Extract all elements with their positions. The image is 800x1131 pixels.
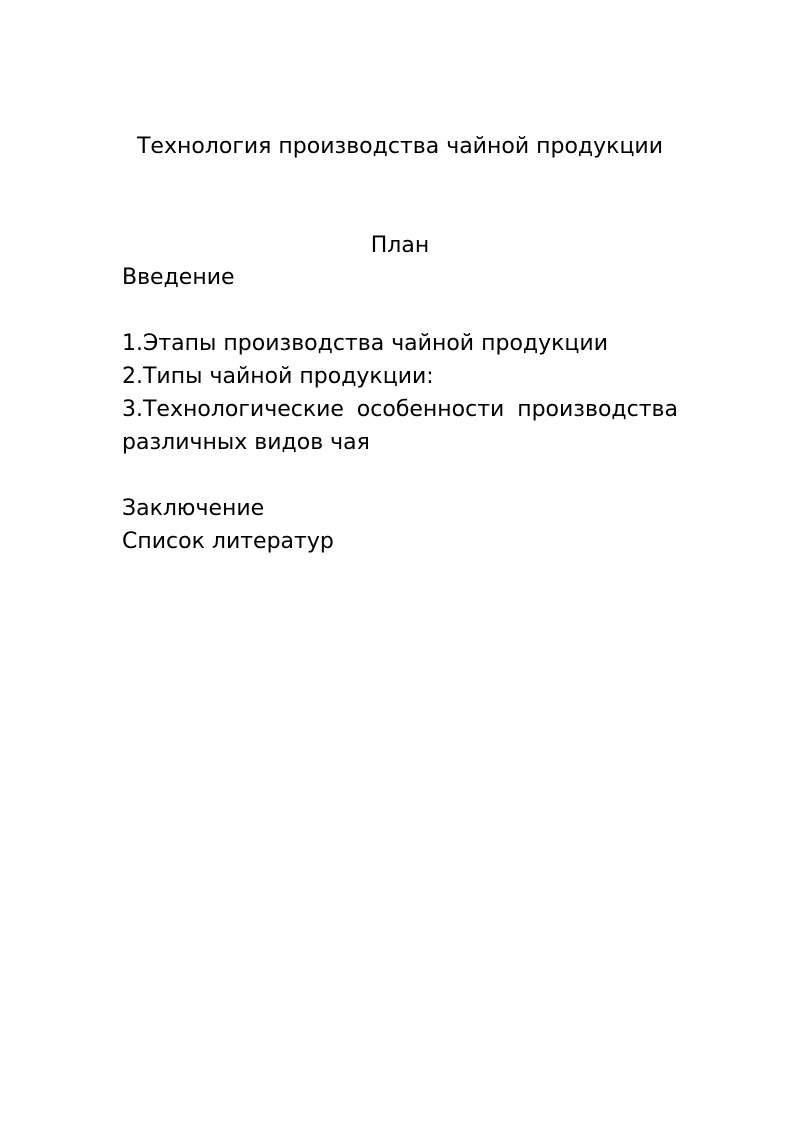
- plan-item-3-line-2: различных видов чая: [122, 430, 370, 455]
- plan-item-3-word-1: 3.Технологические: [122, 397, 344, 422]
- plan-item-3-line-1: [122, 393, 678, 426]
- plan-item-2: 2.Типы чайной продукции:: [122, 364, 434, 389]
- plan-heading: План: [370, 233, 430, 258]
- intro-item: Введение: [122, 265, 235, 290]
- blank-line: [122, 459, 678, 492]
- blank-line: [122, 294, 678, 327]
- plan-item-3-word-2: особенности: [356, 397, 505, 422]
- plan-item-1: 1.Этапы производства чайной продукции: [122, 331, 608, 356]
- plan-contents: [122, 261, 678, 558]
- references-item: Список литератур: [122, 529, 334, 554]
- conclusion-item: Заключение: [122, 496, 265, 521]
- plan-item-3-word-3: производства: [517, 397, 678, 422]
- document-title: Технология производства чайной продукции: [136, 134, 664, 159]
